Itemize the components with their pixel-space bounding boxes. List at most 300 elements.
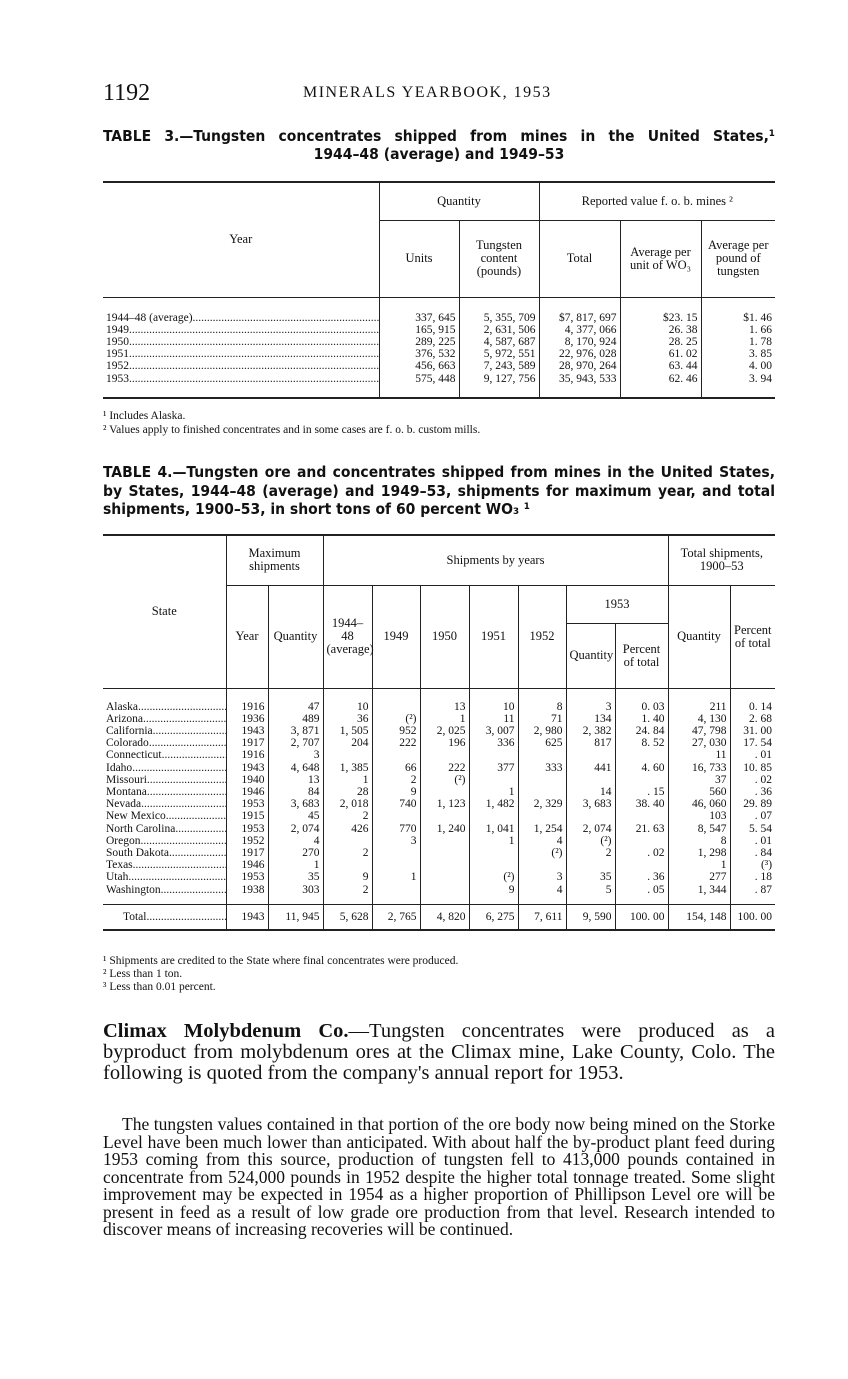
cell-y49: (²) xyxy=(372,713,420,725)
row-year: 1949 ..... xyxy=(103,324,379,336)
cell-q53: 3, 683 xyxy=(566,798,615,810)
cell-tq: 1, 344 xyxy=(668,884,730,905)
cell-tp: 29. 89 xyxy=(743,798,773,811)
cell-tp: 0. 14 xyxy=(749,700,773,713)
cell-y52: 333 xyxy=(518,762,566,774)
cell-year: 1946 xyxy=(226,859,268,871)
cell-tp: 2. 68 xyxy=(749,712,773,725)
table-row xyxy=(103,297,775,324)
cell-y49 xyxy=(372,688,420,713)
cell-tungsten: 7, 243, 589 xyxy=(459,360,539,372)
row-state: Connecticut ..... xyxy=(103,749,226,761)
page-number: 1192 xyxy=(103,80,151,106)
cell-y52 xyxy=(518,749,566,761)
cell-y52 xyxy=(518,859,566,871)
cell-units: 289, 225 xyxy=(379,336,459,348)
table-row xyxy=(103,859,775,871)
cell-year: 1943 xyxy=(226,762,268,774)
table-row xyxy=(103,786,775,798)
cell-y52: (²) xyxy=(518,847,566,859)
cell-q53: 817 xyxy=(566,737,615,749)
cell-tp: . 07 xyxy=(754,810,773,823)
cell-avg xyxy=(323,835,372,847)
row-year: 1952 ..... xyxy=(103,360,379,372)
table-row xyxy=(103,737,775,749)
cell-p53: . 02 xyxy=(615,847,668,859)
cell-q53 xyxy=(566,810,615,822)
cell-y50 xyxy=(420,884,469,905)
t3-header-year: Year xyxy=(103,182,379,297)
total-y52: 7, 611 xyxy=(518,904,566,930)
cell-y50: 222 xyxy=(420,762,469,774)
cell-year: 1943 xyxy=(226,725,268,737)
t3-header-quantity: Quantity xyxy=(379,182,539,220)
cell-tungsten: 2, 631, 506 xyxy=(459,324,539,336)
cell-avg: 2 xyxy=(323,847,372,859)
table-row xyxy=(103,336,775,348)
table-row xyxy=(103,348,775,360)
total-year: 1943 xyxy=(226,904,268,930)
cell-avg-unit: 62. 46 xyxy=(620,373,701,398)
cell-tq: 1 xyxy=(668,859,730,871)
cell-avg-unit: 63. 44 xyxy=(620,360,701,372)
row-state: New Mexico ..... xyxy=(103,810,226,822)
cell-y49: 740 xyxy=(372,798,420,810)
row-year: 1950 ..... xyxy=(103,336,379,348)
cell-y51: 336 xyxy=(469,737,518,749)
cell-year: 1946 xyxy=(226,786,268,798)
cell-units: 376, 532 xyxy=(379,348,459,360)
cell-q53: 2 xyxy=(566,847,615,859)
cell-avg-pound: 1. 78 xyxy=(749,335,773,348)
cell-y52: 2, 980 xyxy=(518,725,566,737)
t3-header-units: Units xyxy=(379,220,459,297)
row-state: South Dakota ..... xyxy=(103,847,226,859)
cell-p53: . 36 xyxy=(615,871,668,883)
total-y50: 4, 820 xyxy=(420,904,469,930)
total-qty: 11, 945 xyxy=(268,904,323,930)
row-state: Utah ..... xyxy=(103,871,226,883)
cell-y49: 1 xyxy=(372,871,420,883)
table3 xyxy=(103,181,775,399)
cell-avg xyxy=(323,859,372,871)
cell-p53: 8. 52 xyxy=(615,737,668,749)
cell-q53: 2, 074 xyxy=(566,823,615,835)
cell-y52 xyxy=(518,774,566,786)
cell-avg: 28 xyxy=(323,786,372,798)
cell-qty: 270 xyxy=(268,847,323,859)
cell-avg-pound: 4. 00 xyxy=(749,360,773,373)
table-row xyxy=(103,713,775,725)
cell-y51: 3, 007 xyxy=(469,725,518,737)
total-q53: 9, 590 xyxy=(566,904,615,930)
cell-y50: 2, 025 xyxy=(420,725,469,737)
t3-header-avg-unit: Average per unit of WO₃ xyxy=(620,220,701,297)
cell-y49 xyxy=(372,859,420,871)
cell-y50 xyxy=(420,847,469,859)
cell-avg: 1, 385 xyxy=(323,762,372,774)
total-tp: 100. 00 xyxy=(730,904,775,930)
cell-total: 8, 170, 924 xyxy=(539,336,620,348)
cell-y52 xyxy=(518,810,566,822)
running-head: MINERALS YEARBOOK, 1953 xyxy=(303,84,552,101)
row-state: Montana ..... xyxy=(103,786,226,798)
table-row xyxy=(103,835,775,847)
cell-tq: 8 xyxy=(668,835,730,847)
cell-y51 xyxy=(469,847,518,859)
cell-total: 35, 943, 533 xyxy=(539,373,620,398)
cell-y51: 1, 041 xyxy=(469,823,518,835)
cell-avg-pound: $1. 46 xyxy=(743,311,773,324)
cell-year: 1938 xyxy=(226,884,268,905)
cell-y51 xyxy=(469,749,518,761)
cell-y50 xyxy=(420,786,469,798)
total-avg: 5, 628 xyxy=(323,904,372,930)
cell-y49: 66 xyxy=(372,762,420,774)
row-year: 1944–48 (average) ..... xyxy=(103,297,379,324)
table-row xyxy=(103,884,775,905)
table-row xyxy=(103,725,775,737)
cell-y51: 11 xyxy=(469,713,518,725)
cell-p53 xyxy=(615,835,668,847)
cell-y51 xyxy=(469,810,518,822)
table3-caption xyxy=(103,127,775,163)
t4-header-total: Total shipments, 1900–53 xyxy=(668,535,775,585)
cell-avg-pound: 3. 94 xyxy=(749,372,773,385)
cell-avg: 1 xyxy=(323,774,372,786)
cell-y51: 1 xyxy=(469,786,518,798)
cell-p53 xyxy=(615,749,668,761)
cell-y52: 4 xyxy=(518,884,566,905)
total-tq: 154, 148 xyxy=(668,904,730,930)
cell-y49: 952 xyxy=(372,725,420,737)
cell-q53: (²) xyxy=(566,835,615,847)
cell-q53: 2, 382 xyxy=(566,725,615,737)
cell-y52: 625 xyxy=(518,737,566,749)
cell-avg: 10 xyxy=(323,688,372,713)
cell-y50: 1, 123 xyxy=(420,798,469,810)
t4-header-1953-qty: Quantity xyxy=(566,623,615,688)
t4-body xyxy=(103,688,775,930)
cell-avg-unit: 61. 02 xyxy=(620,348,701,360)
cell-qty: 4 xyxy=(268,835,323,847)
t4-header-1953: 1953 xyxy=(566,585,668,623)
cell-y51 xyxy=(469,859,518,871)
table-row xyxy=(103,324,775,336)
table-row xyxy=(103,823,775,835)
cell-qty: 1 xyxy=(268,859,323,871)
table-row xyxy=(103,810,775,822)
cell-avg: 426 xyxy=(323,823,372,835)
cell-tq: 46, 060 xyxy=(668,798,730,810)
body-paragraph xyxy=(103,1021,775,1084)
row-state: Arizona ..... xyxy=(103,713,226,725)
cell-tp: . 01 xyxy=(754,749,773,762)
cell-year: 1915 xyxy=(226,810,268,822)
body-heading: Climax Molybdenum Co. xyxy=(103,1020,349,1042)
cell-p53 xyxy=(615,810,668,822)
cell-y52: 3 xyxy=(518,871,566,883)
t4-footnote-1: ¹ Shipments are credited to the State where final concentrates were produced. xyxy=(103,955,459,967)
t3-footnote-1: ¹ Includes Alaska. xyxy=(103,410,186,422)
table-row xyxy=(103,749,775,761)
row-state: Washington ..... xyxy=(103,884,226,905)
t4-header-1950: 1950 xyxy=(420,585,469,688)
t4-footnote-2: ² Less than 1 ton. xyxy=(103,968,183,980)
row-state: California ..... xyxy=(103,725,226,737)
cell-y49: 3 xyxy=(372,835,420,847)
cell-y50 xyxy=(420,859,469,871)
cell-tp: 17. 54 xyxy=(743,737,773,750)
row-state: Alaska ..... xyxy=(103,688,226,713)
table-row xyxy=(103,798,775,810)
cell-tungsten: 4, 587, 687 xyxy=(459,336,539,348)
t3-header-tungsten: Tungsten content (pounds) xyxy=(459,220,539,297)
cell-qty: 84 xyxy=(268,786,323,798)
cell-q53 xyxy=(566,859,615,871)
cell-tq: 560 xyxy=(668,786,730,798)
cell-tq: 27, 030 xyxy=(668,737,730,749)
t4-header-max-year: Year xyxy=(226,585,268,688)
cell-qty: 47 xyxy=(268,688,323,713)
row-state: Idaho ..... xyxy=(103,762,226,774)
cell-qty: 4, 648 xyxy=(268,762,323,774)
cell-tq: 211 xyxy=(668,688,730,713)
cell-avg-unit: 28. 25 xyxy=(620,336,701,348)
cell-qty: 35 xyxy=(268,871,323,883)
cell-y52 xyxy=(518,786,566,798)
cell-y50: 196 xyxy=(420,737,469,749)
table-row xyxy=(103,360,775,372)
cell-p53 xyxy=(615,859,668,871)
cell-y50 xyxy=(420,871,469,883)
cell-y50 xyxy=(420,810,469,822)
cell-qty: 303 xyxy=(268,884,323,905)
total-label: Total ..... xyxy=(103,904,226,930)
cell-p53: 1. 40 xyxy=(615,713,668,725)
cell-avg: 2 xyxy=(323,884,372,905)
cell-p53 xyxy=(615,774,668,786)
cell-tp: 31. 00 xyxy=(743,724,773,737)
cell-avg: 36 xyxy=(323,713,372,725)
cell-y50: 1 xyxy=(420,713,469,725)
t3-header-value: Reported value f. o. b. mines ² xyxy=(539,182,775,220)
t4-header-1952: 1952 xyxy=(518,585,566,688)
cell-y49 xyxy=(372,749,420,761)
cell-tq: 103 xyxy=(668,810,730,822)
cell-q53: 134 xyxy=(566,713,615,725)
t4-header-total-pct: Percent of total xyxy=(730,585,775,688)
cell-p53: 21. 63 xyxy=(615,823,668,835)
row-state: Colorado ..... xyxy=(103,737,226,749)
cell-tq: 277 xyxy=(668,871,730,883)
cell-y50 xyxy=(420,749,469,761)
t4-header-years: Shipments by years xyxy=(323,535,668,585)
cell-total: $7, 817, 697 xyxy=(539,297,620,324)
cell-qty: 2, 074 xyxy=(268,823,323,835)
total-y51: 6, 275 xyxy=(469,904,518,930)
t4-header-1953-pct: Percent of total xyxy=(615,623,668,688)
cell-y49: 9 xyxy=(372,786,420,798)
cell-units: 337, 645 xyxy=(379,297,459,324)
cell-y50: (²) xyxy=(420,774,469,786)
table-row xyxy=(103,688,775,713)
cell-y51: 10 xyxy=(469,688,518,713)
t4-header-1949: 1949 xyxy=(372,585,420,688)
cell-y51: 1, 482 xyxy=(469,798,518,810)
total-p53: 100. 00 xyxy=(615,904,668,930)
cell-units: 456, 663 xyxy=(379,360,459,372)
cell-p53: 38. 40 xyxy=(615,798,668,810)
t4-header-4448: 1944–48 (average) xyxy=(323,585,372,688)
table-row xyxy=(103,762,775,774)
cell-tp: 5. 54 xyxy=(749,822,773,835)
cell-year: 1952 xyxy=(226,835,268,847)
cell-total: 4, 377, 066 xyxy=(539,324,620,336)
cell-tq: 37 xyxy=(668,774,730,786)
cell-year: 1953 xyxy=(226,798,268,810)
body-quote: The tungsten values contained in that portion of the ore body now being mined on the Storke Level have been much lower than anticipated. With about half the by-product plant feed during 1953 coming from this source, production of tungsten fell to 413,000 pounds contained in concentrate from 524,000 pounds in 1952 despite the higher total tonnage treated. Some slight improvement may be expected in 1954 as a higher proportion of Phillipson Level ore will be present in feed as a result of low grade ore production from that level. Research intended to discover means of increasing recoveries will be continued. xyxy=(103,1114,775,1239)
cell-tq: 47, 798 xyxy=(668,725,730,737)
cell-year: 1940 xyxy=(226,774,268,786)
cell-p53: . 15 xyxy=(615,786,668,798)
cell-qty: 2, 707 xyxy=(268,737,323,749)
cell-avg-pound: 1. 66 xyxy=(749,323,773,336)
t4-header-1951: 1951 xyxy=(469,585,518,688)
cell-avg: 2, 018 xyxy=(323,798,372,810)
row-state: Missouri ..... xyxy=(103,774,226,786)
table-row xyxy=(103,774,775,786)
cell-qty: 3, 871 xyxy=(268,725,323,737)
cell-avg: 1, 505 xyxy=(323,725,372,737)
cell-tq: 4, 130 xyxy=(668,713,730,725)
cell-y49 xyxy=(372,847,420,859)
cell-avg-unit: 26. 38 xyxy=(620,324,701,336)
cell-tungsten: 5, 355, 709 xyxy=(459,297,539,324)
cell-q53: 35 xyxy=(566,871,615,883)
table4-caption: TABLE 4.—Tungsten ore and concentrates shipped from mines in the United States, by States, 1944–48 (average) and 1949–53, shipments for maximum year, and total shipments, 1900–53, in short tons of 60 percent WO₃ ¹ xyxy=(103,463,775,518)
cell-tp: 10. 85 xyxy=(743,761,773,774)
table4 xyxy=(103,534,775,931)
cell-tp: . 02 xyxy=(754,773,773,786)
cell-p53: 24. 84 xyxy=(615,725,668,737)
cell-units: 165, 915 xyxy=(379,324,459,336)
cell-y52: 8 xyxy=(518,688,566,713)
cell-year: 1953 xyxy=(226,823,268,835)
cell-avg: 204 xyxy=(323,737,372,749)
t3-footnote-2: ² Values apply to finished concentrates and in some cases are f. o. b. custom mills. xyxy=(103,424,481,436)
cell-y49 xyxy=(372,810,420,822)
cell-year: 1936 xyxy=(226,713,268,725)
cell-tp: . 01 xyxy=(754,834,773,847)
cell-y49: 770 xyxy=(372,823,420,835)
cell-tq: 16, 733 xyxy=(668,762,730,774)
cell-q53: 441 xyxy=(566,762,615,774)
cell-y51: (²) xyxy=(469,871,518,883)
cell-y51 xyxy=(469,774,518,786)
table-row xyxy=(103,373,775,398)
cell-q53 xyxy=(566,749,615,761)
cell-tungsten: 5, 972, 551 xyxy=(459,348,539,360)
cell-y49 xyxy=(372,884,420,905)
cell-y52: 1, 254 xyxy=(518,823,566,835)
cell-qty: 3 xyxy=(268,749,323,761)
cell-qty: 3, 683 xyxy=(268,798,323,810)
cell-y51: 1 xyxy=(469,835,518,847)
cell-year: 1916 xyxy=(226,749,268,761)
cell-tq: 11 xyxy=(668,749,730,761)
cell-year: 1917 xyxy=(226,847,268,859)
cell-q53: 14 xyxy=(566,786,615,798)
cell-qty: 13 xyxy=(268,774,323,786)
cell-y51: 377 xyxy=(469,762,518,774)
row-state: Oregon ..... xyxy=(103,835,226,847)
cell-qty: 45 xyxy=(268,810,323,822)
table3-caption-line1: TABLE 3.—Tungsten concentrates shipped from mines in the United States,¹ xyxy=(103,127,775,145)
cell-tq: 8, 547 xyxy=(668,823,730,835)
row-year: 1953 ..... xyxy=(103,373,379,398)
cell-y52: 4 xyxy=(518,835,566,847)
cell-p53: 4. 60 xyxy=(615,762,668,774)
table-row xyxy=(103,871,775,883)
t4-header-total-qty: Quantity xyxy=(668,585,730,688)
table-row xyxy=(103,847,775,859)
cell-y50 xyxy=(420,835,469,847)
cell-q53: 5 xyxy=(566,884,615,905)
cell-y50: 13 xyxy=(420,688,469,713)
t3-body xyxy=(103,297,775,398)
row-state: Nevada ..... xyxy=(103,798,226,810)
row-state: North Carolina ..... xyxy=(103,823,226,835)
cell-avg-unit: $23. 15 xyxy=(620,297,701,324)
cell-y52: 71 xyxy=(518,713,566,725)
cell-tq: 1, 298 xyxy=(668,847,730,859)
cell-y51: 9 xyxy=(469,884,518,905)
total-y49: 2, 765 xyxy=(372,904,420,930)
cell-avg xyxy=(323,749,372,761)
body-paragraph-text: —Tungsten concentrates were produced as a byproduct from molybdenum ores at the Climax mine, Lake County, Colo. The following is quoted from the company's annual report for 1953. xyxy=(103,1020,775,1084)
t4-footnote-3: ³ Less than 0.01 percent. xyxy=(103,981,216,993)
t4-header-max-qty: Quantity xyxy=(268,585,323,688)
cell-y52: 2, 329 xyxy=(518,798,566,810)
cell-units: 575, 448 xyxy=(379,373,459,398)
cell-y49: 222 xyxy=(372,737,420,749)
cell-avg-pound: 3. 85 xyxy=(749,348,773,361)
table3-caption-line2: 1944–48 (average) and 1949–53 xyxy=(313,145,565,163)
cell-total: 28, 970, 264 xyxy=(539,360,620,372)
cell-p53: . 05 xyxy=(615,884,668,905)
cell-year: 1917 xyxy=(226,737,268,749)
cell-qty: 489 xyxy=(268,713,323,725)
total-row xyxy=(103,904,775,930)
cell-tp: . 84 xyxy=(754,846,773,859)
cell-tp: . 18 xyxy=(754,871,773,884)
cell-y49: 2 xyxy=(372,774,420,786)
cell-total: 22, 976, 028 xyxy=(539,348,620,360)
cell-tp: . 36 xyxy=(754,785,773,798)
cell-p53: 0. 03 xyxy=(615,688,668,713)
cell-year: 1953 xyxy=(226,871,268,883)
cell-q53: 3 xyxy=(566,688,615,713)
t3-header-total: Total xyxy=(539,220,620,297)
cell-y50: 1, 240 xyxy=(420,823,469,835)
cell-year: 1916 xyxy=(226,688,268,713)
cell-tungsten: 9, 127, 756 xyxy=(459,373,539,398)
t3-header-avg-pound: Average per pound of tungsten xyxy=(701,220,775,297)
cell-avg: 9 xyxy=(323,871,372,883)
cell-q53 xyxy=(566,774,615,786)
cell-tp: (³) xyxy=(760,859,773,872)
